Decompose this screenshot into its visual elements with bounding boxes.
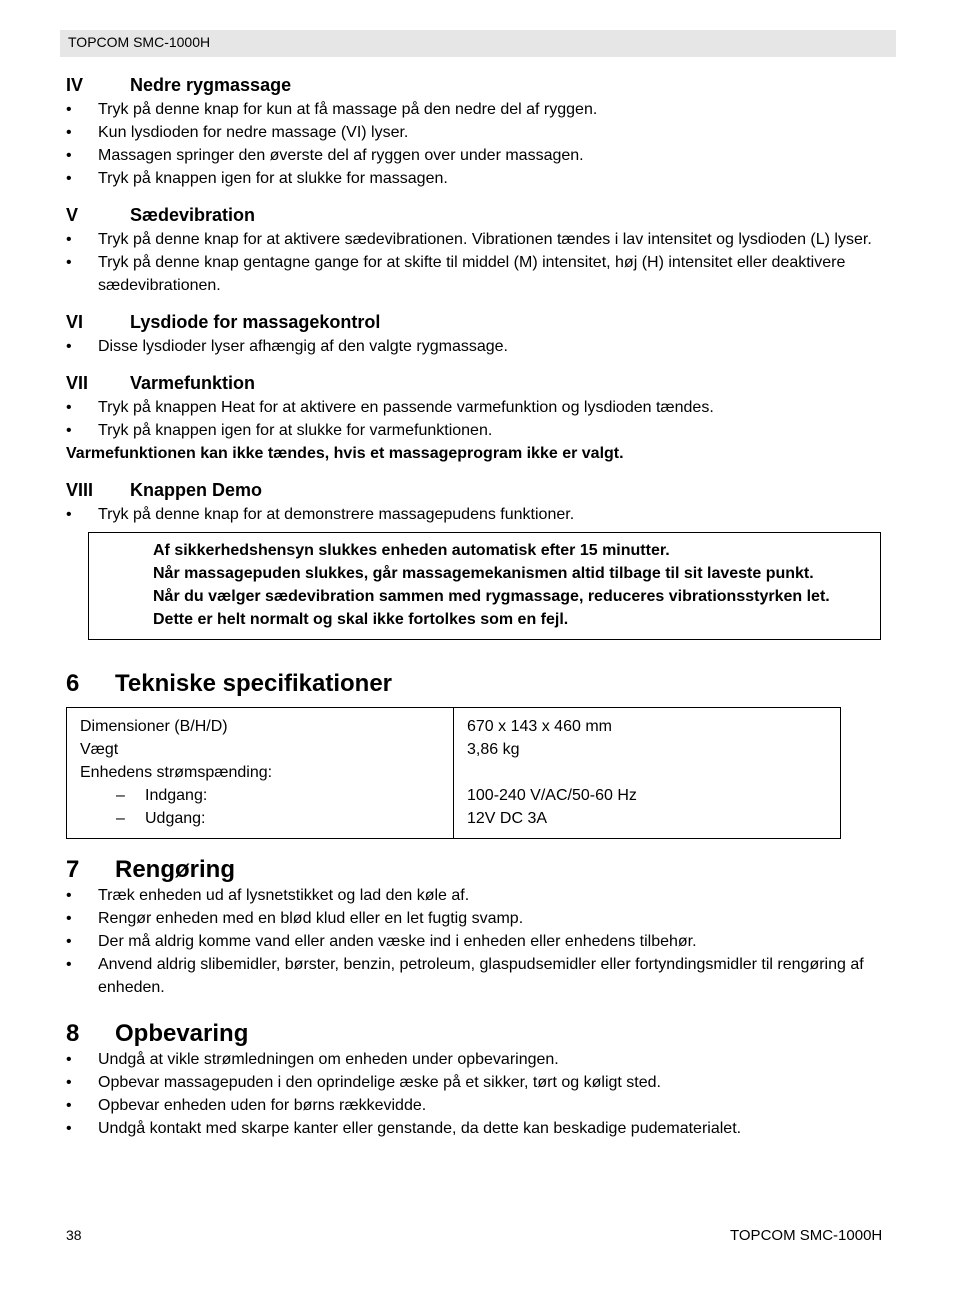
safety-warning-box — [88, 532, 881, 640]
section-heading-cleaning — [66, 856, 896, 884]
section-title: Opbevaring — [115, 1020, 249, 1047]
list-item: • Opbevar enheden uden for børns rækkevidde. — [66, 1094, 896, 1117]
spec-value-dimensions: 670 x 143 x 460 mm — [467, 718, 612, 735]
section-number: 6 — [66, 670, 80, 697]
bullet-list-vii — [66, 396, 896, 442]
running-header — [60, 30, 896, 57]
subsection-number: VII — [66, 373, 89, 393]
subsection-title: Nedre rygmassage — [130, 75, 292, 95]
spec-label-dimensions: Dimensioner (B/H/D) — [80, 718, 228, 735]
list-item: • Tryk på denne knap for at demonstrere massagepudens funktioner. — [66, 503, 896, 526]
table-row — [67, 708, 841, 839]
page-content — [66, 72, 896, 1140]
subsection-heading-vi — [66, 311, 896, 333]
subsection-title: Lysdiode for massagekontrol — [130, 312, 381, 332]
spec-value-blank — [467, 761, 828, 784]
bullet-list-viii — [66, 503, 896, 526]
subsection-number: V — [66, 205, 79, 225]
subsection-title: Sædevibration — [130, 205, 256, 225]
section-title: Tekniske specifikationer — [115, 670, 393, 697]
spec-label-input-row — [80, 784, 441, 807]
subsection-heading-vii — [66, 372, 896, 394]
list-item: • Tryk på denne knap for at aktivere sædevibrationen. Vibrationen tændes i lav intensitet og lysdioden (L) lyser. — [66, 228, 896, 251]
list-item: • Opbevar massagepuden i den oprindelige æske på et sikker, tørt og køligt sted. — [66, 1071, 896, 1094]
section-number: 8 — [66, 1020, 80, 1047]
spec-label-output-row — [80, 807, 441, 830]
list-item: • Der må aldrig komme vand eller anden væske ind i enheden eller enhedens tilbehør. — [66, 930, 896, 953]
list-item: • Anvend aldrig slibemidler, børster, benzin, petroleum, glaspudsemidler eller fortyndingsmidler til rengøring af enheden. — [66, 953, 896, 999]
bullet-list-v — [66, 228, 896, 297]
bullet-list-vi — [66, 335, 896, 358]
subsection-heading-viii — [66, 479, 896, 501]
spec-label-voltage: Enhedens strømspænding: — [80, 764, 273, 781]
subsection-title: Varmefunktion — [130, 373, 256, 393]
footer-model: TOPCOM SMC-1000H — [730, 1227, 883, 1244]
subsection-number: IV — [66, 75, 84, 95]
spec-value-input: 100-240 V/AC/50-60 Hz — [467, 787, 637, 804]
spec-value-weight: 3,86 kg — [467, 741, 520, 758]
list-item: • Rengør enheden med en blød klud eller en let fugtig svamp. — [66, 907, 896, 930]
list-item: • Tryk på denne knap for kun at få massage på den nedre del af ryggen. — [66, 98, 896, 121]
bullet-list-storage — [66, 1048, 896, 1140]
spec-table — [66, 707, 841, 839]
list-item: • Tryk på knappen igen for at slukke for varmefunktionen. — [66, 419, 896, 442]
spec-label-weight: Vægt — [80, 741, 119, 758]
section-heading-storage — [66, 1020, 896, 1048]
list-item: • Tryk på knappen igen for at slukke for massagen. — [66, 167, 896, 190]
subsection-heading-iv — [66, 74, 896, 96]
heat-note: Varmefunktionen kan ikke tændes, hvis et massageprogram ikke er valgt. — [66, 445, 624, 462]
bullet-list-cleaning — [66, 884, 896, 999]
spec-labels-cell — [67, 708, 454, 839]
warning-line: Når du vælger sædevibration sammen med rygmassage, reduceres vibrationsstyrken let. Dette er helt normalt og skal ikke fortolkes som en fejl. — [153, 588, 830, 628]
spec-label-output: Udgang: — [145, 810, 206, 827]
spec-value-output: 12V DC 3A — [467, 810, 548, 827]
section-heading-specs — [66, 670, 896, 698]
spec-label-input: Indgang: — [145, 787, 208, 804]
header-title: TOPCOM SMC-1000H — [68, 34, 211, 50]
list-item: • Kun lysdioden for nedre massage (VI) lyser. — [66, 121, 896, 144]
dash: – — [116, 787, 125, 804]
subsection-heading-v — [66, 204, 896, 226]
bullet-list-iv — [66, 98, 896, 190]
list-item: • Massagen springer den øverste del af ryggen over under massagen. — [66, 144, 896, 167]
list-item: • Tryk på knappen Heat for at aktivere en passende varmefunktion og lysdioden tændes. — [66, 396, 896, 419]
page-number: 38 — [66, 1227, 82, 1243]
spec-values-cell — [454, 708, 841, 839]
list-item: • Undgå at vikle strømledningen om enheden under opbevaringen. — [66, 1048, 896, 1071]
dash: – — [116, 810, 125, 827]
list-item: • Disse lysdioder lyser afhængig af den valgte rygmassage. — [66, 335, 896, 358]
subsection-title: Knappen Demo — [130, 480, 263, 500]
section-title: Rengøring — [115, 856, 235, 883]
subsection-number: VIII — [66, 480, 94, 500]
warning-line: Når massagepuden slukkes, går massagemekanismen altid tilbage til sit laveste punkt. — [153, 565, 814, 582]
list-item: • Tryk på denne knap gentagne gange for at skifte til middel (M) intensitet, høj (H) intensitet eller deaktivere sædevibrationen. — [66, 251, 896, 297]
list-item: • Træk enheden ud af lysnetstikket og lad den køle af. — [66, 884, 896, 907]
subsection-number: VI — [66, 312, 84, 332]
section-number: 7 — [66, 856, 80, 883]
warning-line: Af sikkerhedshensyn slukkes enheden automatisk efter 15 minutter. — [153, 542, 670, 559]
list-item: • Undgå kontakt med skarpe kanter eller genstande, da dette kan beskadige pudematerialet. — [66, 1117, 896, 1140]
